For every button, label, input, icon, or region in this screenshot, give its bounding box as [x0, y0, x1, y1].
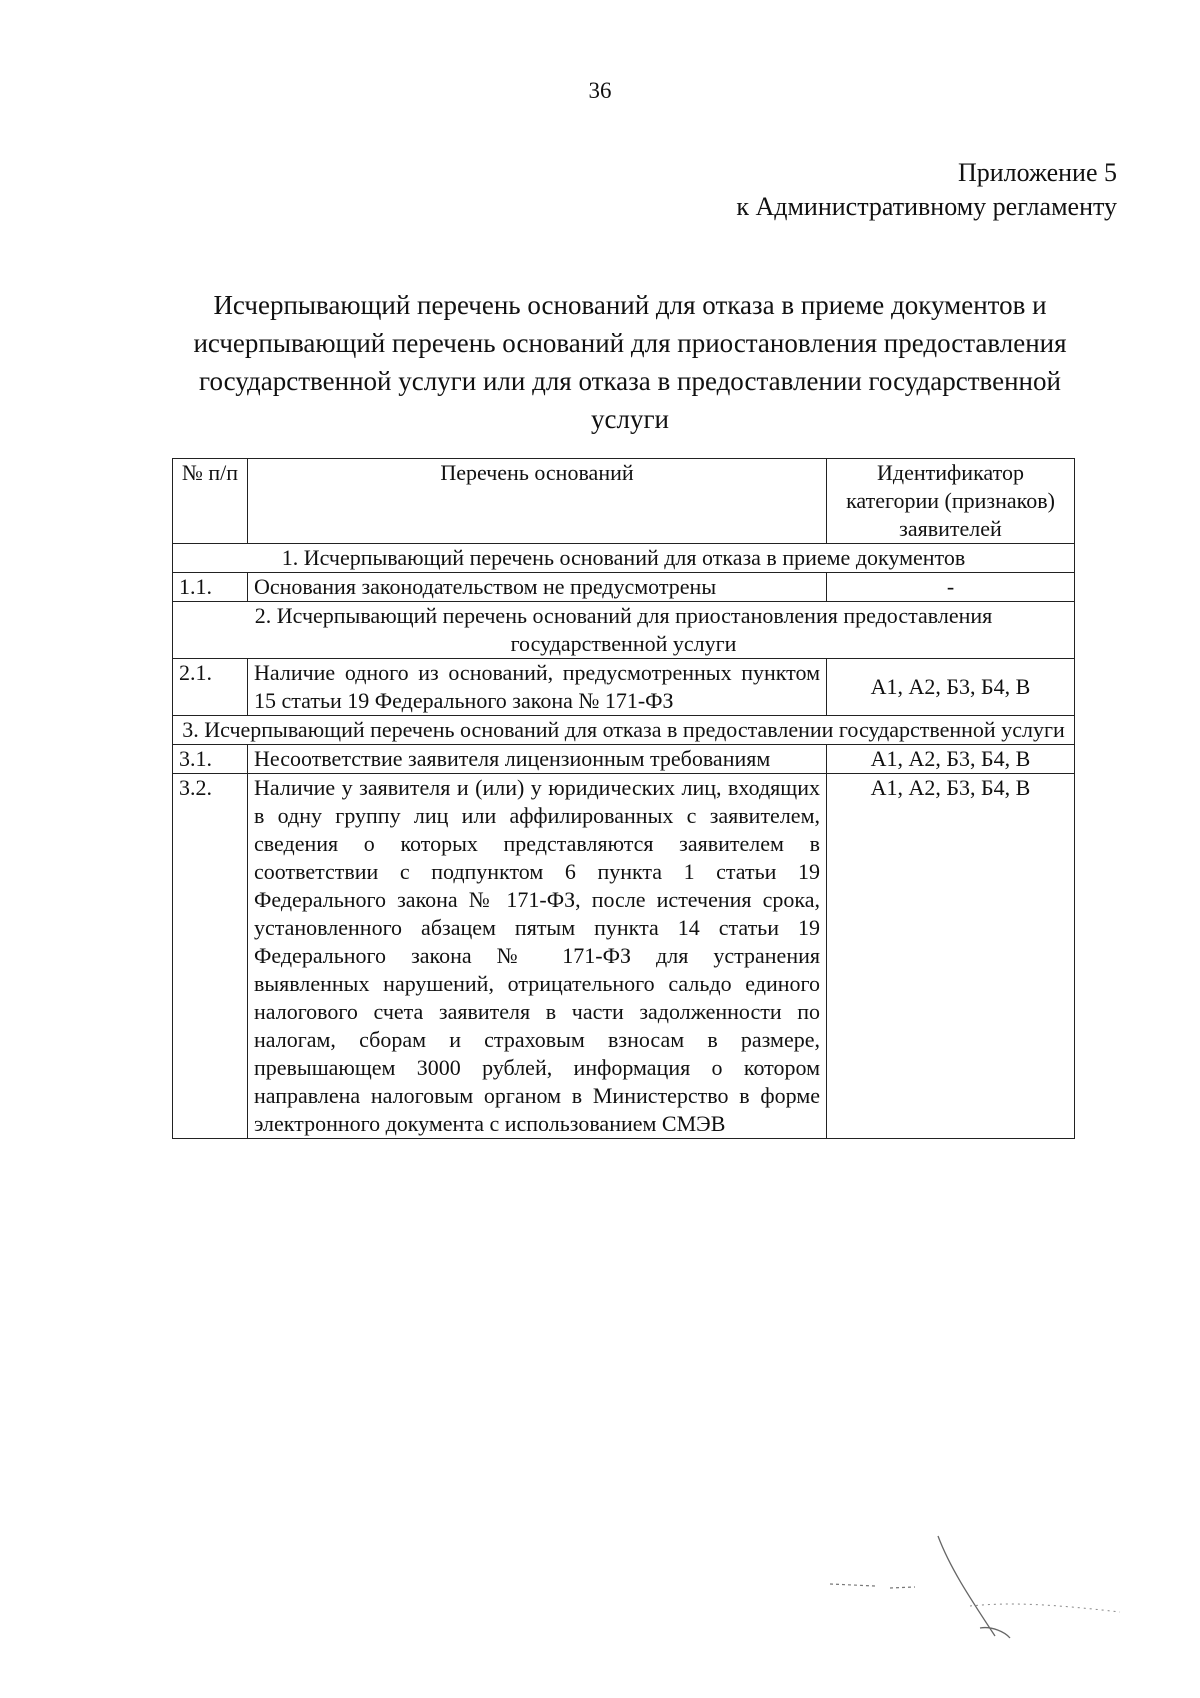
title-line-2: исчерпывающий перечень оснований для приостановления предоставления [193, 328, 1067, 358]
table-row [173, 659, 1075, 716]
row-ident: А1, А2, Б3, Б4, В [827, 659, 1075, 716]
appendix-line-2: к Административному регламенту [736, 192, 1117, 221]
header-ident: Идентификатор категории (признаков) заявителей [827, 459, 1075, 544]
page-number: 36 [588, 78, 612, 103]
row-reason: Наличие у заявителя и (или) у юридических лиц, входящих в одну группу лиц или аффилированных с заявителем, сведения о которых представляются заявителем в соответствии с подпунктом 6 пункта 1 статьи 19 Федерального закона № 171-ФЗ, после истечения срока, установленного абзацем пятым пункта 14 статьи 19 Федерального закона № 171-ФЗ для устранения выявленных нарушений, отрицательного сальдо единого налогового счета заявителя в части задолженности по налогам, сборам и страховым взносам в размере, превышающем 3000 рублей, информация о котором направлена налоговым органом в Министерство в форме электронного документа с использованием СМЭВ [248, 774, 827, 1139]
section-row [173, 716, 1075, 745]
row-ident: А1, А2, Б3, Б4, В [827, 745, 1075, 774]
table-row [173, 745, 1075, 774]
row-reason: Основания законодательством не предусмотрены [248, 573, 827, 602]
row-num: 1.1. [173, 573, 248, 602]
row-reason: Несоответствие заявителя лицензионным требованиям [248, 745, 827, 774]
section-row [173, 544, 1075, 573]
appendix-note [736, 156, 1117, 224]
section-title: 2. Исчерпывающий перечень оснований для приостановления предоставления государственной услуги [173, 602, 1075, 659]
table-row [173, 573, 1075, 602]
header-num: № п/п [173, 459, 248, 544]
grounds-table [172, 458, 1075, 1139]
title-line-4: услуги [591, 404, 669, 434]
section-title: 1. Исчерпывающий перечень оснований для отказа в приеме документов [173, 544, 1075, 573]
title-line-1: Исчерпывающий перечень оснований для отказа в приеме документов и [213, 290, 1047, 320]
row-reason: Наличие одного из оснований, предусмотренных пунктом 15 статьи 19 Федерального закона № 171-ФЗ [248, 659, 827, 716]
header-reason: Перечень оснований [248, 459, 827, 544]
row-num: 3.1. [173, 745, 248, 774]
scan-pen-marks [820, 1528, 1140, 1658]
row-ident: - [827, 573, 1075, 602]
document-title [180, 286, 1080, 438]
row-num: 3.2. [173, 774, 248, 1139]
row-num: 2.1. [173, 659, 248, 716]
row-ident: А1, А2, Б3, Б4, В [827, 774, 1075, 1139]
section-row [173, 602, 1075, 659]
table-row [173, 774, 1075, 1139]
appendix-line-1: Приложение 5 [957, 158, 1117, 187]
section-title: 3. Исчерпывающий перечень оснований для отказа в предоставлении государственной услуги [173, 716, 1075, 745]
table-header-row [173, 459, 1075, 544]
title-line-3: государственной услуги или для отказа в предоставлении государственной [199, 366, 1061, 396]
